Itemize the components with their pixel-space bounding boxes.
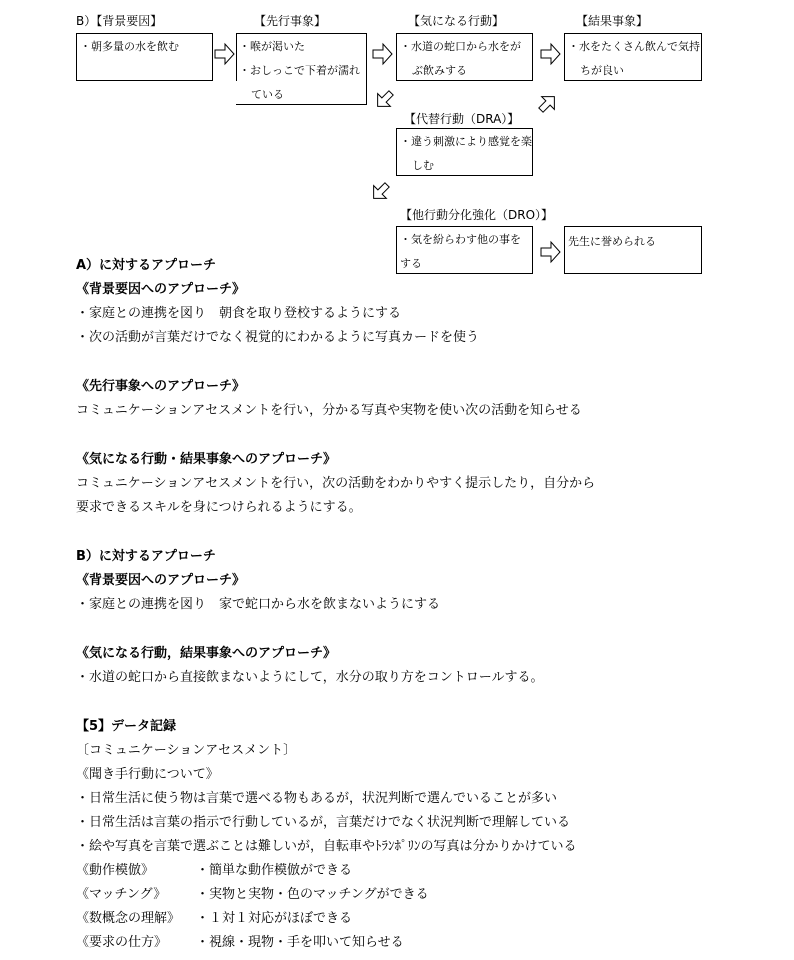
box-text: ・喉が渇いた (239, 40, 305, 53)
box-text: しむ (412, 159, 434, 172)
body-line: ・日常生活は言葉の指示で行動しているが，言葉だけでなく状況判断で理解している (76, 815, 571, 830)
body-line: ・家庭との連携を図り 朝食を取り登校するようにする (76, 306, 402, 321)
header-result-event: 【結果事象】 (576, 14, 649, 28)
diagonal-arrow-icon (371, 87, 397, 113)
subsection-title: 《気になる行動・結果事象へのアプローチ》 (76, 452, 337, 467)
item-value: ・実物と実物・色のマッチングができる (196, 887, 429, 902)
header-prior-event: 【先行事象】 (254, 14, 327, 28)
right-arrow-icon (215, 44, 234, 64)
diagram-section-label: B）【背景要因】 (76, 14, 163, 28)
box-text: する (400, 257, 422, 270)
body-line: コミュニケーションアセスメントを行い，次の活動をわかりやすく提示したり，自分から (76, 476, 596, 491)
subsection-title: 《背景要因へのアプローチ》 (76, 282, 246, 297)
box-text: 先生に誉められる (568, 235, 656, 248)
box-text: ・おしっこで下着が濡れ (239, 64, 360, 77)
body-line: ・次の活動が言葉だけでなく視覚的にわかるように写真カードを使う (76, 330, 480, 345)
body-line: 要求できるスキルを身につけられるようにする。 (76, 500, 362, 515)
box-text: ぶ飲みする (412, 64, 467, 77)
body-line: ・水道の蛇口から直接飲まないようにして，水分の取り方をコントロールする。 (76, 670, 544, 685)
section-title: A）に対するアプローチ (76, 258, 217, 273)
box-text: ・気を紛らわす他の事を (400, 233, 521, 246)
header-concern-behavior: 【気になる行動】 (408, 14, 505, 28)
box-text: ・水をたくさん飲んで気持 (568, 40, 700, 53)
item-value: ・視線・現物・手を叩いて知らせる (196, 935, 404, 950)
subheading: 〔コミュニケーションアセスメント〕 (76, 743, 297, 758)
diagonal-arrow-icon (535, 90, 561, 116)
section-title: B）に対するアプローチ (76, 549, 216, 564)
item-label: 《要求の仕方》 (76, 935, 168, 950)
box-text: ている (251, 88, 284, 101)
header-dro: 【他行動分化強化（DRO）】 (400, 208, 554, 222)
header-dra: 【代替行動（DRA）】 (404, 112, 520, 126)
item-value: ・簡単な動作模倣ができる (196, 863, 353, 878)
box-text: ・違う刺激により感覚を楽 (400, 135, 532, 148)
subsection-title: 《気になる行動，結果事象へのアプローチ》 (76, 646, 337, 661)
item-label: 《マッチング》 (76, 887, 167, 902)
subsection-title: 《背景要因へのアプローチ》 (76, 573, 246, 588)
box-text: ・朝多量の水を飲む (80, 40, 179, 53)
subheading: 《聞き手行動について》 (76, 767, 219, 782)
body-line: ・日常生活に使う物は言葉で選べる物もあるが，状況判断で選んでいることが多い (76, 791, 558, 806)
right-arrow-icon (373, 44, 392, 64)
body-line: コミュニケーションアセスメントを行い，分かる写真や実物を使い次の活動を知らせる (76, 403, 582, 418)
item-label: 《数概念の理解》 (76, 911, 181, 926)
diagonal-arrow-icon (367, 179, 393, 205)
section-title: 【5】データ記録 (76, 719, 177, 734)
body-line: ・絵や写真を言葉で選ぶことは難しいが，自転車やﾄﾗﾝﾎﾟﾘﾝの写真は分かりかけている (76, 839, 577, 854)
item-label: 《動作模倣》 (76, 863, 155, 878)
right-arrow-icon (541, 242, 560, 262)
right-arrow-icon (541, 44, 560, 64)
item-value: ・１対１対応がほぼできる (196, 911, 353, 926)
box-text: ・水道の蛇口から水をが (400, 40, 521, 53)
body-line: ・家庭との連携を図り 家で蛇口から水を飲まないようにする (76, 597, 441, 612)
box-text: ちが良い (580, 64, 624, 77)
subsection-title: 《先行事象へのアプローチ》 (76, 379, 246, 394)
